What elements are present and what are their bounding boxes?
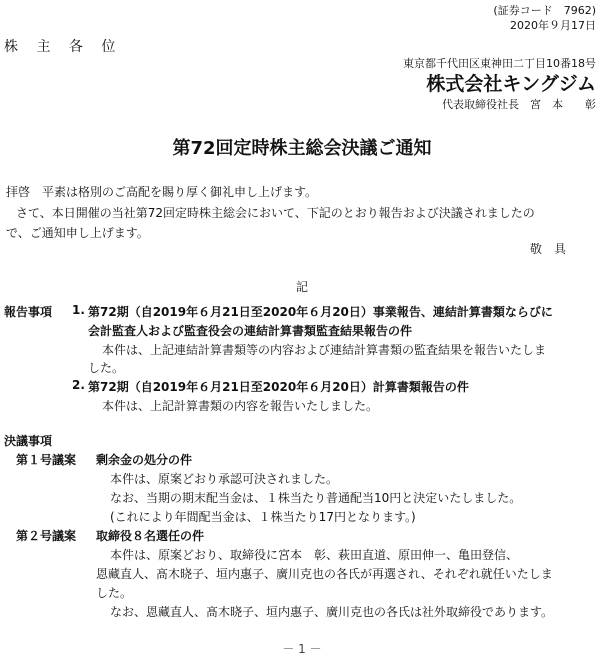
company-name: 株式会社キングジム [426, 73, 596, 95]
ki-mark: 記 [295, 280, 308, 294]
resolution-heading: 決議事項 [4, 434, 53, 448]
page-number: － 1 － [282, 642, 322, 656]
report-item2-number: 2. [72, 378, 85, 392]
resolution-item1-body-line1: 本件は、原案どおり承認可決されました。 [110, 472, 339, 486]
resolution-item1-body-line3: (これにより年間配当金は、１株当たり17円となります。) [110, 510, 416, 524]
greeting: 拝啓 平素は格別のご高配を賜り厚く御礼申し上げます。 [6, 185, 318, 199]
resolution-item2-body-line2: 恩藏直人、髙木晓子、垣内惠子、廣川克也の各氏が再選され、それぞれ就任いたしま [96, 567, 553, 581]
stock-code: (証券コード 7962) [493, 4, 596, 17]
resolution-item1-title: 剰余金の処分の件 [96, 453, 193, 467]
report-item1-title-line1: 第72期（自2019年６月21日至2020年６月20日）事業報告、連結計算書類ならびに [88, 305, 553, 319]
report-item2-title: 第72期（自2019年６月21日至2020年６月20日）計算書類報告の件 [88, 380, 469, 394]
resolution-item2-body-line1: 本件は、原案どおり、取締役に宮本 彰、萩田直道、原田伸一、亀田登信、 [110, 548, 519, 562]
document-title: 第72回定時株主総会決議ご通知 [172, 138, 432, 159]
resolution-item1-label: 第１号議案 [16, 453, 77, 467]
addressee: 株 主 各 位 [4, 39, 123, 55]
intro-body-line1: さて、本日開催の当社第72回定時株主総会において、下記のとおり報告および決議されましたの [16, 206, 535, 220]
resolution-item2-title: 取締役８名選任の件 [96, 529, 205, 543]
notice-date: 2020年９月17日 [510, 19, 596, 32]
resolution-item2-body-line4: なお、恩藏直人、髙木晓子、垣内惠子、廣川克也の各氏は社外取締役であります。 [110, 605, 554, 619]
company-address: 東京都千代田区東神田二丁目10番18号 [403, 57, 596, 70]
closing: 敬 具 [529, 242, 566, 256]
report-item2-body: 本件は、上記計算書類の内容を報告いたしました。 [102, 399, 379, 413]
resolution-item1-body-line2: なお、当期の期末配当金は、１株当たり普通配当10円と決定いたしました。 [110, 491, 522, 505]
intro-body-line2: で、ご通知申し上げます。 [6, 226, 149, 240]
resolution-item2-body-line3: した。 [96, 586, 133, 600]
report-item1-title-line2: 会計監査人および監査役会の連結計算書類監査結果報告の件 [88, 324, 413, 338]
report-item1-body-line2: した。 [88, 361, 125, 375]
report-item1-number: 1. [72, 303, 85, 317]
representative: 代表取締役社長 宮 本 彰 [442, 98, 596, 111]
resolution-item2-label: 第２号議案 [16, 529, 77, 543]
report-item1-body-line1: 本件は、上記連結計算書類等の内容および連結計算書類の監査結果を報告いたしま [102, 343, 547, 357]
report-heading: 報告事項 [4, 305, 53, 319]
